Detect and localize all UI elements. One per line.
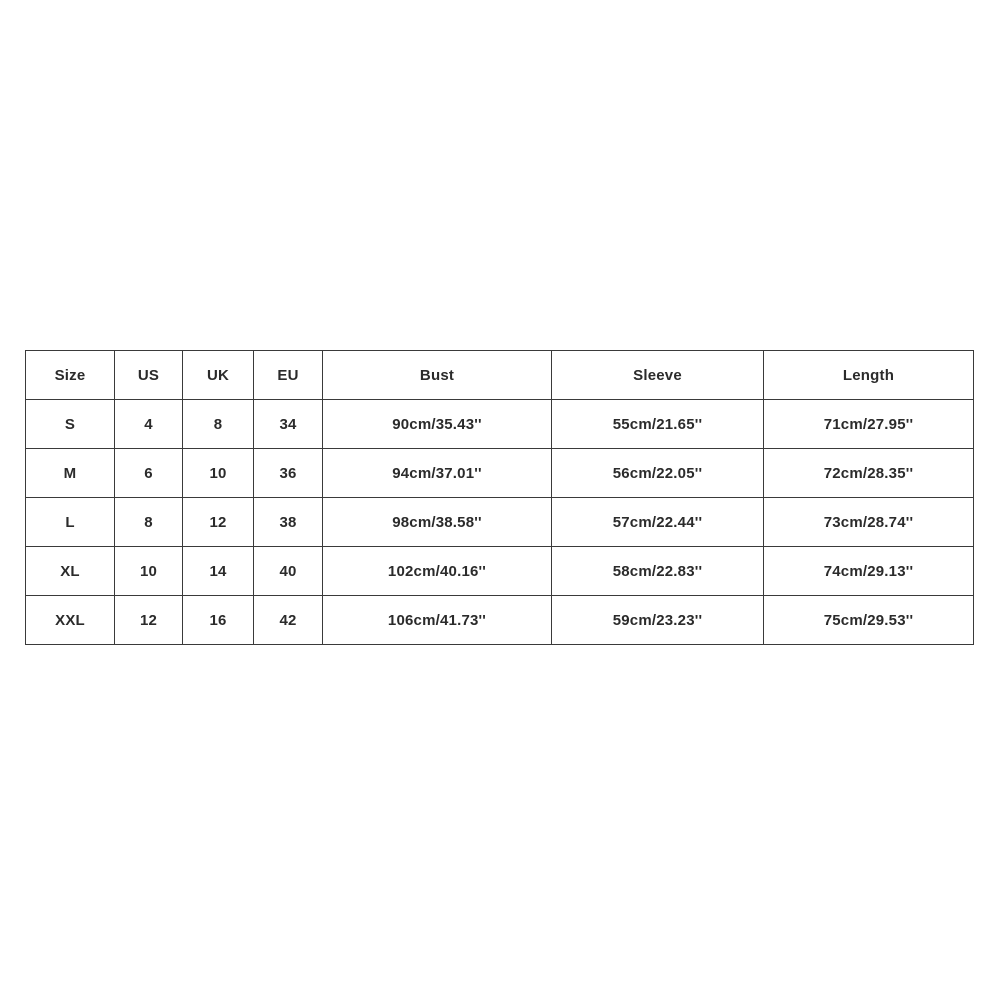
table-cell: 59cm/23.23'' [552, 596, 764, 645]
table-cell: L [26, 498, 115, 547]
header-cell-length: Length [764, 351, 974, 400]
header-cell-uk: UK [183, 351, 254, 400]
table-cell: 4 [115, 400, 183, 449]
table-cell: 10 [115, 547, 183, 596]
table-cell: 72cm/28.35'' [764, 449, 974, 498]
size-chart-table [25, 350, 974, 645]
table-cell: 71cm/27.95'' [764, 400, 974, 449]
table-cell: 102cm/40.16'' [323, 547, 552, 596]
table-cell: 56cm/22.05'' [552, 449, 764, 498]
table-row-xl [26, 547, 974, 596]
table-cell: 74cm/29.13'' [764, 547, 974, 596]
table-row-l [26, 498, 974, 547]
table-cell: 8 [115, 498, 183, 547]
table-cell: 58cm/22.83'' [552, 547, 764, 596]
table-cell: 34 [254, 400, 323, 449]
table-row-m [26, 449, 974, 498]
header-cell-sleeve: Sleeve [552, 351, 764, 400]
table-cell: 90cm/35.43'' [323, 400, 552, 449]
table-cell: 94cm/37.01'' [323, 449, 552, 498]
table-cell: S [26, 400, 115, 449]
header-cell-eu: EU [254, 351, 323, 400]
table-cell: 106cm/41.73'' [323, 596, 552, 645]
table-cell: 38 [254, 498, 323, 547]
table-cell: XL [26, 547, 115, 596]
header-cell-us: US [115, 351, 183, 400]
header-cell-size: Size [26, 351, 115, 400]
table-cell: 12 [115, 596, 183, 645]
table-cell: 98cm/38.58'' [323, 498, 552, 547]
table-cell: 6 [115, 449, 183, 498]
table-cell: 12 [183, 498, 254, 547]
table-cell: 36 [254, 449, 323, 498]
header-row [26, 351, 974, 400]
table-cell: 42 [254, 596, 323, 645]
table-cell: 16 [183, 596, 254, 645]
table-cell: 14 [183, 547, 254, 596]
table-cell: XXL [26, 596, 115, 645]
table-cell: 8 [183, 400, 254, 449]
header-cell-bust: Bust [323, 351, 552, 400]
table-cell: 57cm/22.44'' [552, 498, 764, 547]
table-cell: 73cm/28.74'' [764, 498, 974, 547]
table-cell: M [26, 449, 115, 498]
table-cell: 55cm/21.65'' [552, 400, 764, 449]
table-cell: 75cm/29.53'' [764, 596, 974, 645]
table-cell: 10 [183, 449, 254, 498]
table-row-s [26, 400, 974, 449]
table-row-xxl [26, 596, 974, 645]
table-cell: 40 [254, 547, 323, 596]
